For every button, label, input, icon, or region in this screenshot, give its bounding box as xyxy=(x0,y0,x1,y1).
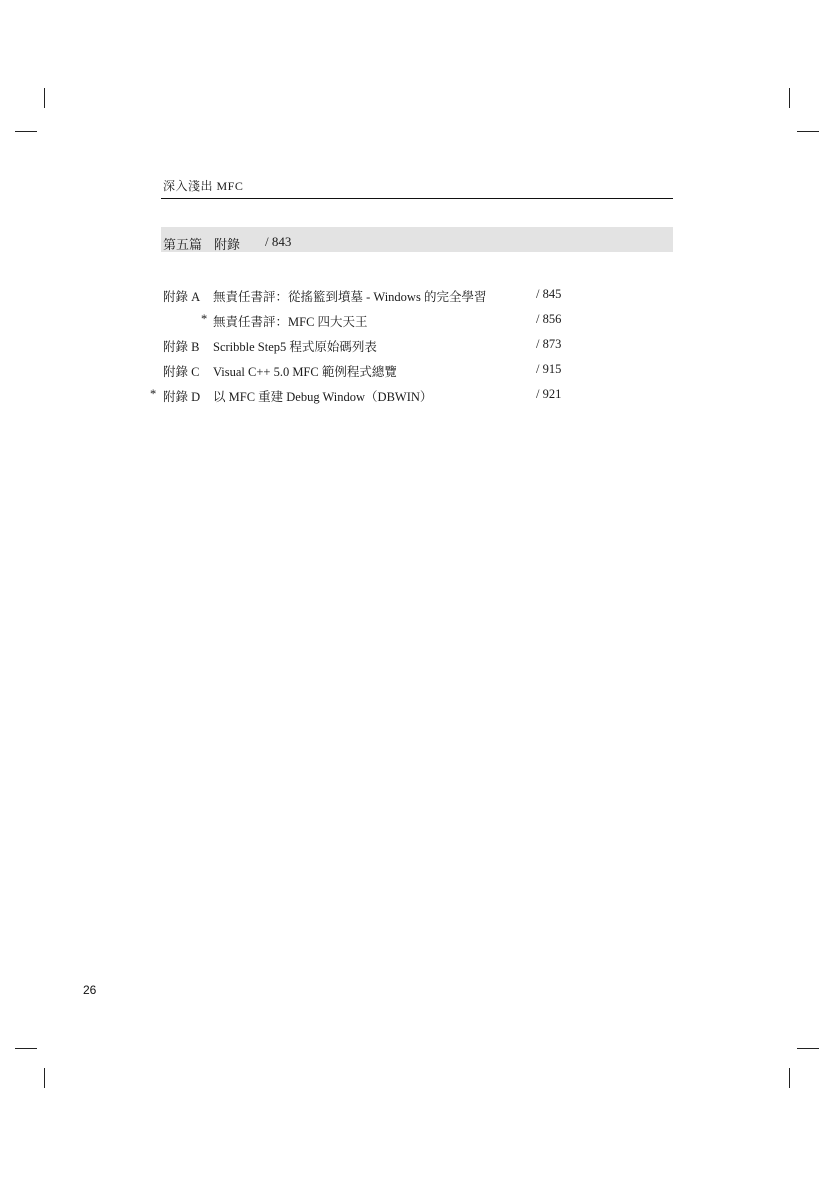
table-of-contents xyxy=(0,285,833,410)
toc-entry xyxy=(0,335,833,360)
entry-title: 無責任書評：從搖籃到墳墓 - Windows 的完全學習 xyxy=(213,290,487,304)
toc-entry xyxy=(0,385,833,410)
header-rule xyxy=(161,198,673,199)
entry-page: / 845 xyxy=(536,287,562,301)
entry-title: Scribble Step5 程式原始碼列表 xyxy=(213,340,377,354)
entry-page: / 873 xyxy=(536,337,562,351)
crop-mark-bottom-left-vertical xyxy=(44,1068,45,1088)
entry-label: 附錄 C xyxy=(163,365,200,379)
toc-entry xyxy=(0,360,833,385)
entry-title: 無責任書評：MFC 四大天王 xyxy=(213,315,368,329)
page-number: 26 xyxy=(83,983,97,997)
crop-mark-bottom-left-horizontal xyxy=(15,1048,37,1049)
entry-title: Visual C++ 5.0 MFC 範例程式總覽 xyxy=(213,365,397,379)
crop-mark-top-right-horizontal xyxy=(797,131,819,132)
entry-marker: * xyxy=(150,387,157,401)
entry-page: / 921 xyxy=(536,387,562,401)
entry-inner-marker: * xyxy=(201,312,208,326)
entry-label: 附錄 A xyxy=(163,290,201,304)
part-heading xyxy=(161,227,673,252)
part-page: / 843 xyxy=(265,234,292,249)
entry-label: 附錄 D xyxy=(163,390,201,404)
entry-title: 以 MFC 重建 Debug Window（DBWIN） xyxy=(213,390,433,404)
crop-mark-top-left-vertical xyxy=(44,88,45,108)
running-header: 深入淺出 MFC xyxy=(163,179,244,193)
toc-entry xyxy=(0,285,833,310)
part-name: 附錄 xyxy=(214,237,241,252)
toc-entry xyxy=(0,310,833,335)
entry-page: / 915 xyxy=(536,362,562,376)
crop-mark-top-right-vertical xyxy=(789,88,790,108)
part-number: 第五篇 xyxy=(163,237,203,252)
crop-mark-bottom-right-vertical xyxy=(789,1068,790,1088)
entry-label: 附錄 B xyxy=(163,340,200,354)
crop-mark-bottom-right-horizontal xyxy=(797,1048,819,1049)
entry-page: / 856 xyxy=(536,312,562,326)
crop-mark-top-left-horizontal xyxy=(15,131,37,132)
